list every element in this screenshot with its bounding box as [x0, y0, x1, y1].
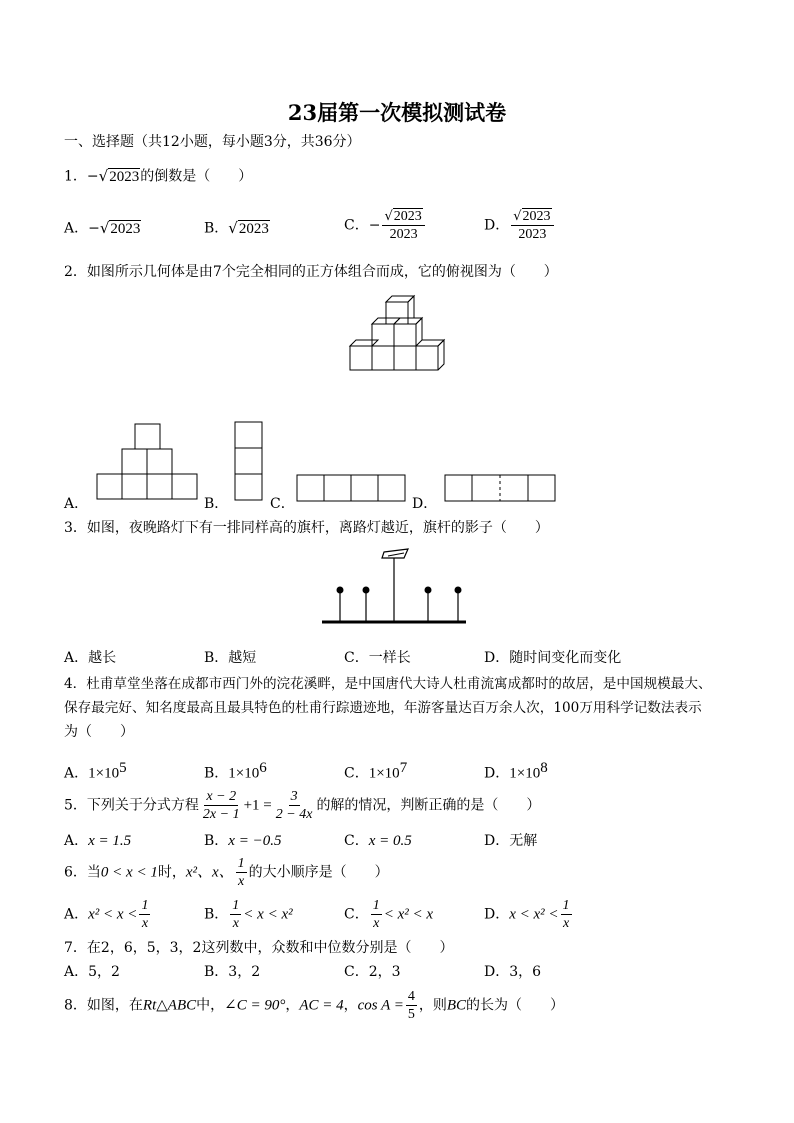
cube-stack-figure	[348, 294, 448, 372]
q4-option-d[interactable]: D．$1\times 10^8$	[484, 760, 548, 782]
question-4-line-2: 保存最完好、知名度最高且最具特色的杜甫行踪遗迹地，年游客量达百万余人次，100万用科学记数法表示	[64, 700, 702, 716]
page-title: 23届第一次模拟测试卷	[287, 100, 507, 125]
q7-option-a[interactable]: A．5，2	[64, 964, 120, 980]
question-4-line-1: 4．杜甫草堂坐落在成都市西门外的浣花溪畔，是中国唐代大诗人杜甫流寓成都时的故居，是中国规模最大、	[64, 676, 712, 692]
q6-option-b[interactable]: B． $\frac{1}{x}$ < x < x²	[204, 898, 293, 931]
q7-option-b[interactable]: B．3，2	[204, 964, 261, 980]
q1-option-c[interactable]: C．− $\frac{√2023}{2023}$	[344, 208, 427, 243]
q1-option-b[interactable]: B．√2023	[204, 219, 269, 237]
q2-option-c[interactable]: C．	[270, 496, 295, 512]
option-d-view	[444, 474, 556, 502]
q3-option-c[interactable]: C．一样长	[344, 650, 411, 666]
question-8: 8．如图，在Rt△ABC中，∠C = 90°，AC = 4，cos A = $\frac{4}{5}$ ，则BC的长为（ ）	[64, 989, 565, 1022]
q7-option-c[interactable]: C．2，3	[344, 964, 401, 980]
question-5: 5．下列关于分式方程 $\frac{x - 2}{2x - 1}$ +1 = $\frac{3}{2 - 4x}$ 的解的情况，判断正确的是（ ）	[64, 789, 541, 822]
q2-option-b[interactable]: B．	[204, 496, 229, 512]
question-4-line-3: 为（ ）	[64, 724, 134, 740]
q5-option-c[interactable]: C．x = 0.5	[344, 833, 412, 849]
q3-option-a[interactable]: A．越长	[64, 650, 117, 666]
option-c-view	[296, 474, 406, 502]
q5-option-a[interactable]: A．x = 1.5	[64, 833, 132, 849]
streetlight-flagpoles-figure	[322, 548, 468, 626]
q2-option-d[interactable]: D．	[412, 496, 438, 512]
q2-option-a[interactable]: A．	[64, 496, 89, 512]
q4-option-a[interactable]: A．$1\times 10^5$	[64, 760, 127, 782]
question-7: 7．在2，6，5，3，2这列数中，众数和中位数分别是（ ）	[64, 940, 454, 956]
question-6: 6．当0 < x < 1时，x²、x、 $\frac{1}{x}$ 的大小顺序是（ ）	[64, 856, 389, 889]
q1-option-d[interactable]: D． $\frac{√2023}{2023}$	[484, 208, 556, 243]
q6-option-d[interactable]: D．x < x² < $\frac{1}{x}$	[484, 898, 570, 931]
question-2: 2．如图所示几何体是由7个完全相同的正方体组合而成，它的俯视图为（ ）	[64, 264, 558, 280]
sqrt: √2023	[98, 167, 140, 185]
q6-option-a[interactable]: A．x² < x < $\frac{1}{x}$	[64, 898, 149, 931]
q6-option-c[interactable]: C． $\frac{1}{x}$ < x² < x	[344, 898, 434, 931]
q5-option-d[interactable]: D．无解	[484, 833, 538, 849]
q4-option-c[interactable]: C．$1\times 10^7$	[344, 760, 408, 782]
q3-option-b[interactable]: B．越短	[204, 650, 257, 666]
section-heading: 一、选择题（共12小题，每小题3分，共36分）	[64, 134, 361, 150]
question-1: 1．−√2023的倒数是（ ）	[64, 167, 253, 185]
fraction: $\frac{3}{2 - 4x}$	[275, 789, 313, 822]
q7-option-d[interactable]: D．3，6	[484, 964, 542, 980]
option-a-view	[96, 423, 200, 501]
q4-option-b[interactable]: B．$1\times 10^6$	[204, 760, 267, 782]
q5-option-b[interactable]: B．x = −0.5	[204, 833, 282, 849]
q1-option-a[interactable]: A．−√2023	[64, 219, 141, 237]
fraction: $\frac{x - 2}{2x - 1}$	[202, 789, 240, 822]
question-3: 3．如图，夜晚路灯下有一排同样高的旗杆，离路灯越近，旗杆的影子（ ）	[64, 520, 549, 536]
option-b-view	[234, 421, 264, 501]
q3-option-d[interactable]: D．随时间变化而变化	[484, 650, 622, 666]
